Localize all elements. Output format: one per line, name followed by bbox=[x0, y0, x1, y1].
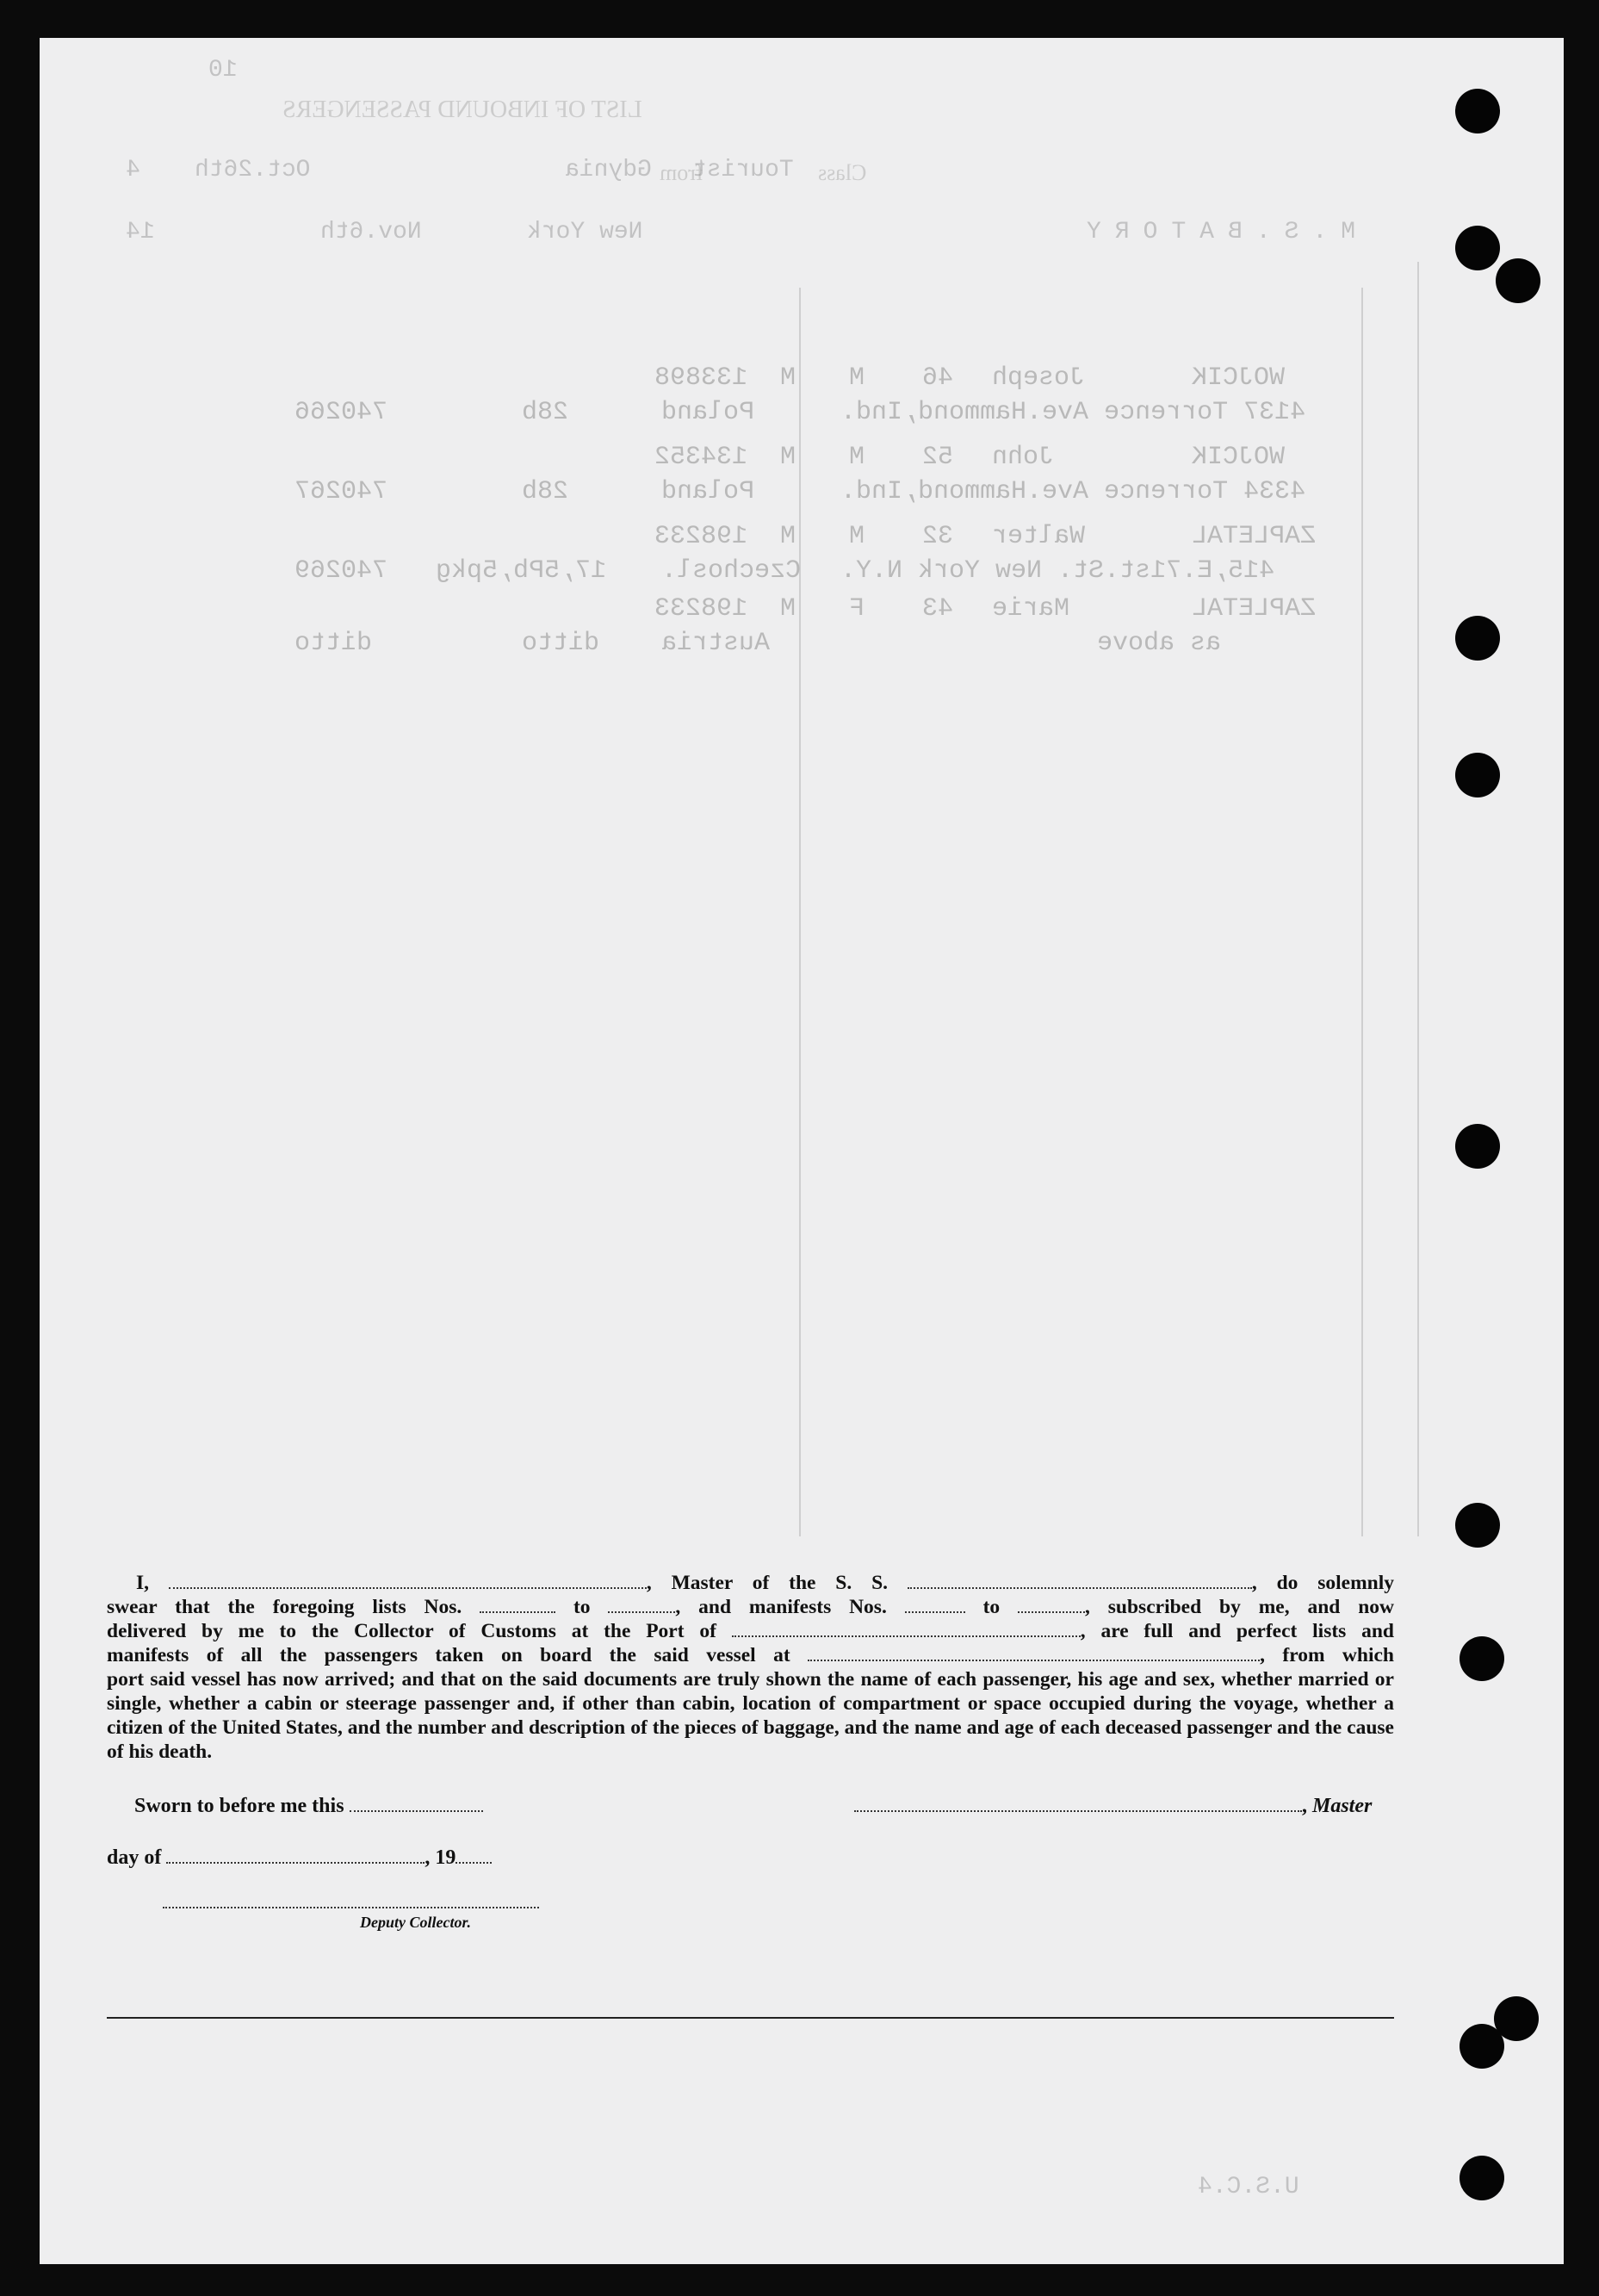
bleed-arrival-mark: 14 bbox=[126, 219, 155, 245]
ship-name-blank bbox=[908, 1572, 1252, 1589]
bleed-passenger-row bbox=[40, 477, 1564, 512]
bleed-arrival-port: New York bbox=[527, 219, 643, 245]
master-signature-line: , Master bbox=[854, 1795, 1372, 1818]
bleed-surname: WOJCIK bbox=[1192, 443, 1286, 472]
binder-hole bbox=[1496, 258, 1540, 303]
bleed-surname: WOJCIK bbox=[1192, 363, 1286, 393]
bleed-sex: F bbox=[849, 594, 865, 624]
bleed-nation: Czechosl. bbox=[661, 556, 802, 586]
oath-text: to bbox=[573, 1596, 591, 1618]
bleed-passenger-row bbox=[40, 522, 1564, 556]
master-label: Master bbox=[1312, 1795, 1373, 1817]
bleed-sex: M bbox=[849, 522, 865, 551]
bleed-address: 415,E.71st.St. New York N.Y. bbox=[840, 556, 1275, 586]
bleed-age: 43 bbox=[922, 594, 954, 624]
year-blank bbox=[456, 1846, 492, 1864]
bleed-age: 32 bbox=[922, 522, 954, 551]
oath-line-2 bbox=[107, 1595, 1394, 1619]
oath-text: , and manifests Nos. bbox=[675, 1596, 887, 1618]
day-of-line bbox=[107, 1846, 492, 1870]
oath-line-1 bbox=[107, 1571, 1394, 1595]
bleed-page-number: 10 bbox=[208, 57, 238, 84]
bleed-ticket: 740267 bbox=[294, 477, 388, 506]
binder-hole bbox=[1455, 226, 1500, 270]
bleed-surname: ZAPLETAL bbox=[1192, 522, 1317, 551]
oath-line-3 bbox=[107, 1619, 1394, 1643]
bleed-number: 134352 bbox=[654, 443, 748, 472]
bleed-from-port: Gdynia bbox=[565, 157, 652, 183]
bleed-given-name: Walter bbox=[992, 522, 1086, 551]
manifest-page bbox=[40, 38, 1564, 2264]
deputy-collector-label: Deputy Collector. bbox=[360, 1914, 471, 1931]
binder-hole bbox=[1460, 2156, 1504, 2200]
bleed-cabin: 28b bbox=[522, 477, 569, 506]
bleed-number: 133898 bbox=[654, 363, 748, 393]
manifest-to-blank bbox=[1018, 1596, 1085, 1613]
bleed-nation: Poland bbox=[661, 398, 755, 427]
oath-line-4 bbox=[107, 1643, 1394, 1667]
list-from-blank bbox=[480, 1596, 555, 1613]
oath-text: , do solemnly bbox=[1251, 1572, 1395, 1594]
binder-hole bbox=[1455, 616, 1500, 661]
bleed-class-value: Tourist bbox=[692, 157, 794, 183]
bleed-address: 4137 Torrence Ave.Hammond,Ind. bbox=[840, 398, 1306, 427]
bleed-sex: M bbox=[849, 363, 865, 393]
oath-text: to bbox=[982, 1596, 1001, 1618]
bleed-passenger-row bbox=[40, 594, 1564, 629]
bleed-nation: Poland bbox=[661, 477, 755, 506]
list-to-blank bbox=[608, 1596, 675, 1613]
sworn-date-blank bbox=[350, 1795, 483, 1812]
binder-hole bbox=[1460, 1636, 1504, 1681]
bleed-marital: M bbox=[780, 522, 796, 551]
oath-text: delivered by me to the Collector of Customs at the Port of bbox=[107, 1620, 716, 1642]
departure-port-blank bbox=[808, 1644, 1260, 1661]
bleed-cabin: 17,5Pb,5pkg bbox=[436, 556, 607, 586]
binder-hole bbox=[1455, 89, 1500, 133]
bleed-form-code: U.S.C.4 bbox=[1198, 2174, 1299, 2200]
bleed-passenger-row bbox=[40, 398, 1564, 432]
bleed-passenger-row bbox=[40, 629, 1564, 663]
master-name-blank bbox=[169, 1572, 647, 1589]
bleed-sex: M bbox=[849, 443, 865, 472]
bleed-cabin: 28b bbox=[522, 398, 569, 427]
bleed-ticket: 740266 bbox=[294, 398, 388, 427]
bleed-ticket: 740269 bbox=[294, 556, 388, 586]
bleed-age: 52 bbox=[922, 443, 954, 472]
oath-text: , Master of the S. S. bbox=[646, 1572, 889, 1594]
binder-hole bbox=[1455, 1503, 1500, 1548]
binder-hole bbox=[1460, 2024, 1504, 2069]
bleed-from-label: from bbox=[660, 160, 703, 185]
bleed-ticket: ditto bbox=[294, 629, 373, 658]
bleed-passenger-row bbox=[40, 443, 1564, 477]
bleed-marital: M bbox=[780, 594, 796, 624]
bleed-vessel-name: M.S.BATORY bbox=[1073, 219, 1356, 245]
bleed-passenger-row bbox=[40, 556, 1564, 591]
year-prefix: , 19 bbox=[425, 1846, 456, 1869]
binder-hole bbox=[1455, 753, 1500, 797]
bleed-cabin: ditto bbox=[522, 629, 600, 658]
bleed-given-name: Joseph bbox=[992, 363, 1086, 393]
oath-text: , are full and perfect lists and bbox=[1080, 1620, 1395, 1642]
bleed-sail-date: Oct.26th bbox=[195, 157, 311, 183]
oath-body: port said vessel has now arrived; and that on the said documents are truly shown the name of each passenger, his age and sex, whether married or single, whether a cabin or steerage passenger and, if other than cabin, location of compartment or space occupied during the voyage, whether a citizen of the United States, and the number and description of the pieces of baggage, and the name and age of each deceased passenger and the cause of his death. bbox=[107, 1668, 1394, 1763]
bleed-class-label: Class bbox=[818, 160, 867, 185]
bleed-sail-mark: 4 bbox=[126, 157, 140, 183]
bleed-number: 198233 bbox=[654, 522, 748, 551]
month-blank bbox=[166, 1846, 425, 1864]
bleed-address: 4334 Torrence Ave.Hammond,Ind. bbox=[840, 477, 1306, 506]
sworn-line bbox=[134, 1795, 483, 1818]
manifest-from-blank bbox=[905, 1596, 965, 1613]
oath-paragraph bbox=[107, 1571, 1394, 1764]
day-of-label: day of bbox=[107, 1846, 162, 1869]
bleed-marital: M bbox=[780, 443, 796, 472]
bleed-number: 198233 bbox=[654, 594, 748, 624]
sworn-label: Sworn to before me this bbox=[134, 1795, 344, 1817]
master-signature-blank bbox=[854, 1795, 1302, 1812]
bleed-address: as above bbox=[1097, 629, 1222, 658]
bleed-marital: M bbox=[780, 363, 796, 393]
bleed-list-title: LIST OF INBOUND PASSENGERS bbox=[282, 96, 642, 123]
bleed-nation: Austria bbox=[661, 629, 771, 658]
binder-hole bbox=[1455, 1124, 1500, 1169]
port-blank bbox=[732, 1620, 1081, 1637]
bleed-surname: ZAPLETAL bbox=[1192, 594, 1317, 624]
bleed-given-name: Marie bbox=[992, 594, 1070, 624]
bleed-age: 46 bbox=[922, 363, 954, 393]
oath-text: swear that the foregoing lists Nos. bbox=[107, 1596, 462, 1618]
bleed-arrival-date: Nov.6th bbox=[320, 219, 422, 245]
bleed-passenger-row bbox=[40, 363, 1564, 398]
oath-text: I, bbox=[136, 1572, 150, 1594]
bottom-rule bbox=[107, 2017, 1394, 2019]
oath-text: manifests of all the passengers taken on board the said vessel at bbox=[107, 1644, 790, 1666]
deputy-signature-blank bbox=[163, 1907, 539, 1908]
oath-text: , subscribed by me, and now bbox=[1085, 1596, 1395, 1618]
oath-text: , from which bbox=[1260, 1644, 1395, 1666]
bleed-given-name: John bbox=[992, 443, 1055, 472]
